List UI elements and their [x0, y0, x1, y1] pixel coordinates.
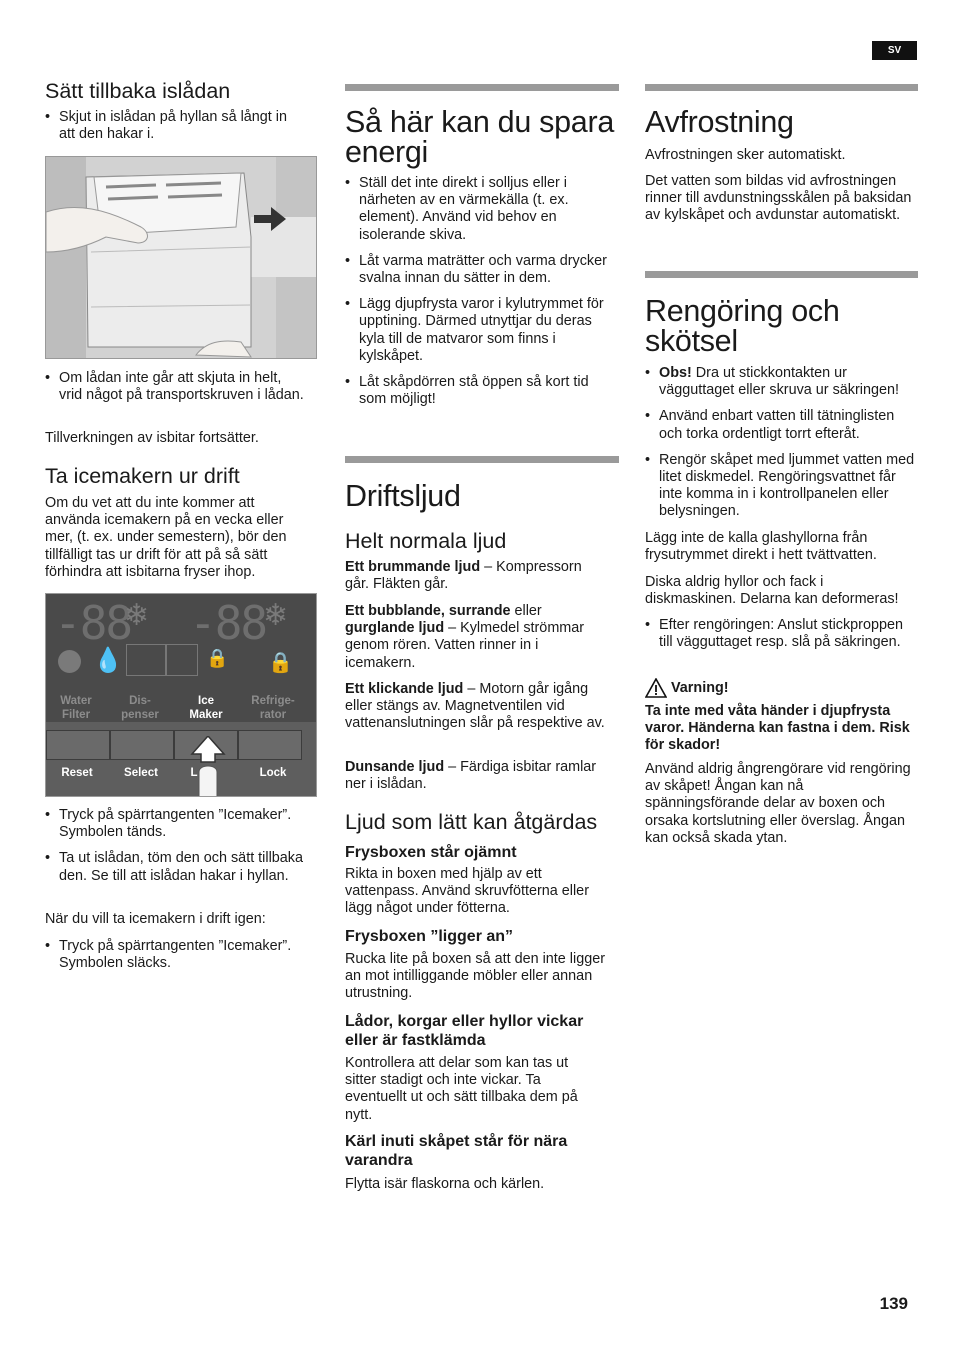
noise-thudding: Dunsande ljud – Färdiga isbitar ramlar ner i islådan. [345, 759, 597, 793]
warning-triangle-icon [645, 678, 667, 698]
section-divider [645, 84, 918, 91]
temp-display-right: -88 [189, 596, 267, 650]
enable-intro: När du vill ta icemakern i drift igen: [45, 911, 266, 927]
list-item: • Obs! Dra ut stickkontakten ur vägguttaget eller skruva ur säkringen! [645, 365, 918, 399]
section-divider [345, 456, 619, 463]
heading-cleaning: Rengöring och skötsel [645, 294, 840, 358]
glass-shelves-text: Lägg inte de kalla glashyllorna från frysutrymmet direkt i hett tvättvatten. [645, 530, 877, 564]
noise-clicking: Ett klickande ljud – Motorn går igång eller stängs av. Magnetventilen vid vattenanslutningen slår på respektive av. [345, 681, 605, 732]
ice-cube-icon [166, 644, 198, 676]
ice-bin-illustration [46, 157, 316, 358]
crushed-ice-icon [126, 644, 166, 676]
list-item: • Tryck på spärrtangenten ”Icemaker”. Symbolen tänds. [45, 807, 317, 841]
select-key[interactable] [110, 730, 174, 760]
snowflake-icon: ❄ [263, 599, 289, 632]
list-item: • Lägg djupfrysta varor i kylutrymmet för upptining. Därmed utnyttjar du deras kyla till de matvaror som finns i kylskåpet. [345, 296, 607, 365]
cleaning-list [645, 365, 918, 521]
noise-bubbling: Ett bubblande, surrande eller gurglande ljud – Kylmedel strömmar genom rören. Vatten rinner in i icemakern. [345, 603, 585, 671]
defrost-auto-text: Avfrostningen sker automatiskt. [645, 147, 846, 163]
list-item: • Skjut in islådan på hyllan så långt in att den hakar i. [45, 109, 305, 143]
heading-containers: Kärl inuti skåpet står för nära varandra [345, 1133, 568, 1169]
label-dispenser: Dis- penser [121, 695, 159, 721]
disable-steps-list [45, 807, 317, 885]
section-divider [345, 84, 619, 91]
heading-save-energy: Så här kan du spara energi [345, 105, 614, 169]
text-drawers: Kontrollera att delar som kan tas ut sitter stadigt och inte vickar. Ta eventuellt ut och sätt tillbaka dem på nytt. [345, 1055, 578, 1123]
page-number: 139 [879, 1294, 908, 1313]
heading-operating-noise: Driftsljud [345, 479, 461, 513]
control-panel-photo [45, 593, 317, 797]
heading-normal-noise: Helt normala ljud [345, 529, 507, 553]
warning-text: Använd aldrig ångrengörare vid rengöring av skåpet! Ångan kan nå spänningsförande delar av boxen och orsaka kortslutning eller överslag. Ångan kan också skada ytan. [645, 761, 911, 846]
text-containers: Flytta isär flaskorna och kärlen. [345, 1176, 545, 1192]
heading-fixable-noise: Ljud som lätt kan åtgärdas [345, 810, 598, 834]
energy-tips-list [345, 175, 607, 408]
ice-bin-photo [45, 156, 317, 359]
list-item: • Använd enbart vatten till tätninglisten och torka ordentligt torrt efteråt. [645, 408, 918, 442]
noise-humming: Ett brummande ljud – Kompressorn går. Fläkten går. [345, 559, 582, 593]
heading-drawers: Lådor, korgar eller hyllor vickar eller är fastklämda [345, 1013, 584, 1049]
list-item: • Ta ut islådan, töm den och sätt tillbaka den. Se till att islådan hakar i hyllan. [45, 850, 317, 884]
heading-defrost: Avfrostning [645, 105, 794, 139]
label-refrigerator: Refrige- rator [251, 695, 295, 721]
finger-icon [190, 736, 226, 797]
heading-uneven: Frysboxen står ojämnt [345, 844, 517, 861]
water-drop-icon: 💧 [93, 647, 123, 674]
heading-touching: Frysboxen ”ligger an” [345, 928, 514, 945]
lock-key[interactable] [238, 730, 302, 760]
label-water-filter: Water Filter [60, 695, 92, 721]
heading-disable-icemaker: Ta icemakern ur drift [45, 464, 240, 488]
warning-heading [645, 678, 918, 698]
snowflake-icon: ❄ [124, 599, 150, 632]
water-filter-indicator-icon [58, 650, 81, 673]
button-label-reset: Reset [61, 767, 93, 779]
list-item: • Låt varma maträtter och varma drycker svalna innan du sätter in dem. [345, 253, 607, 287]
ice-continues-text: Tillverkningen av isbitar fortsätter. [45, 430, 259, 446]
button-label-lock: Lock [259, 767, 287, 779]
text-touching: Rucka lite på boxen så att den inte ligger an mot intilliggande möbler eller annan utrustning. [345, 951, 605, 1002]
list-item: • Om lådan inte går att skjuta in helt, vrid något på transportskruven i lådan. [45, 370, 305, 404]
list-item: • Efter rengöringen: Anslut stickproppen till vägguttaget resp. slå på säkringen. [645, 617, 907, 651]
heading-put-back: Sätt tillbaka islådan [45, 79, 231, 103]
list-item: • Rengör skåpet med ljummet vatten med litet diskmedel. Rengöringsvattnet får inte komma in i kontrollpanelen eller belysningen. [645, 452, 918, 521]
dishwasher-text: Diska aldrig hyllor och fack i diskmaskinen. Delarna kan deformeras! [645, 574, 899, 608]
button-label-select: Select [124, 767, 158, 779]
button-label-lock-partial: L [190, 767, 198, 779]
defrost-water-text: Det vatten som bildas vid avfrostningen rinner till avdunstningsskålen på baksidan av kylskåpet och avdunstar automatiskt. [645, 173, 912, 224]
enable-steps-list [45, 938, 317, 972]
reset-key[interactable] [46, 730, 110, 760]
put-back-list [45, 109, 305, 143]
slide-list [45, 370, 305, 404]
list-item: • Tryck på spärrtangenten ”Icemaker”. Symbolen släcks. [45, 938, 317, 972]
section-divider [645, 271, 918, 278]
warning-bold-text: Ta inte med våta händer i djupfrysta varor. Händerna kan fastna i dem. Risk för skador! [645, 703, 910, 754]
warning-label: Varning! [671, 680, 729, 696]
after-cleaning-list [645, 617, 907, 651]
list-item: • Låt skåpdörren stå öppen så kort tid som möjligt! [345, 374, 607, 408]
lock-icon: 🔒 [206, 648, 229, 668]
disable-text: Om du vet att du inte kommer att använda icemakern på en vecka eller mer, (t. ex. under semestern), bör den tillfälligt tas ur drift för att på så sätt förhindra att isbitarna fryser ihop. [45, 495, 287, 580]
label-ice-maker: Ice Maker [189, 695, 223, 721]
lock-icon: 🔒 [268, 652, 293, 674]
list-item: • Ställ det inte direkt i solljus eller i närheten av en värmekälla (t. ex. element). Använd vid behov en isolerande skiva. [345, 175, 607, 244]
language-badge: SV [872, 41, 917, 60]
text-uneven: Rikta in boxen med hjälp av ett vattenpass. Använd skruvfötterna eller lägg något under fötterna. [345, 866, 589, 917]
temp-display-left: -88 [54, 596, 132, 650]
